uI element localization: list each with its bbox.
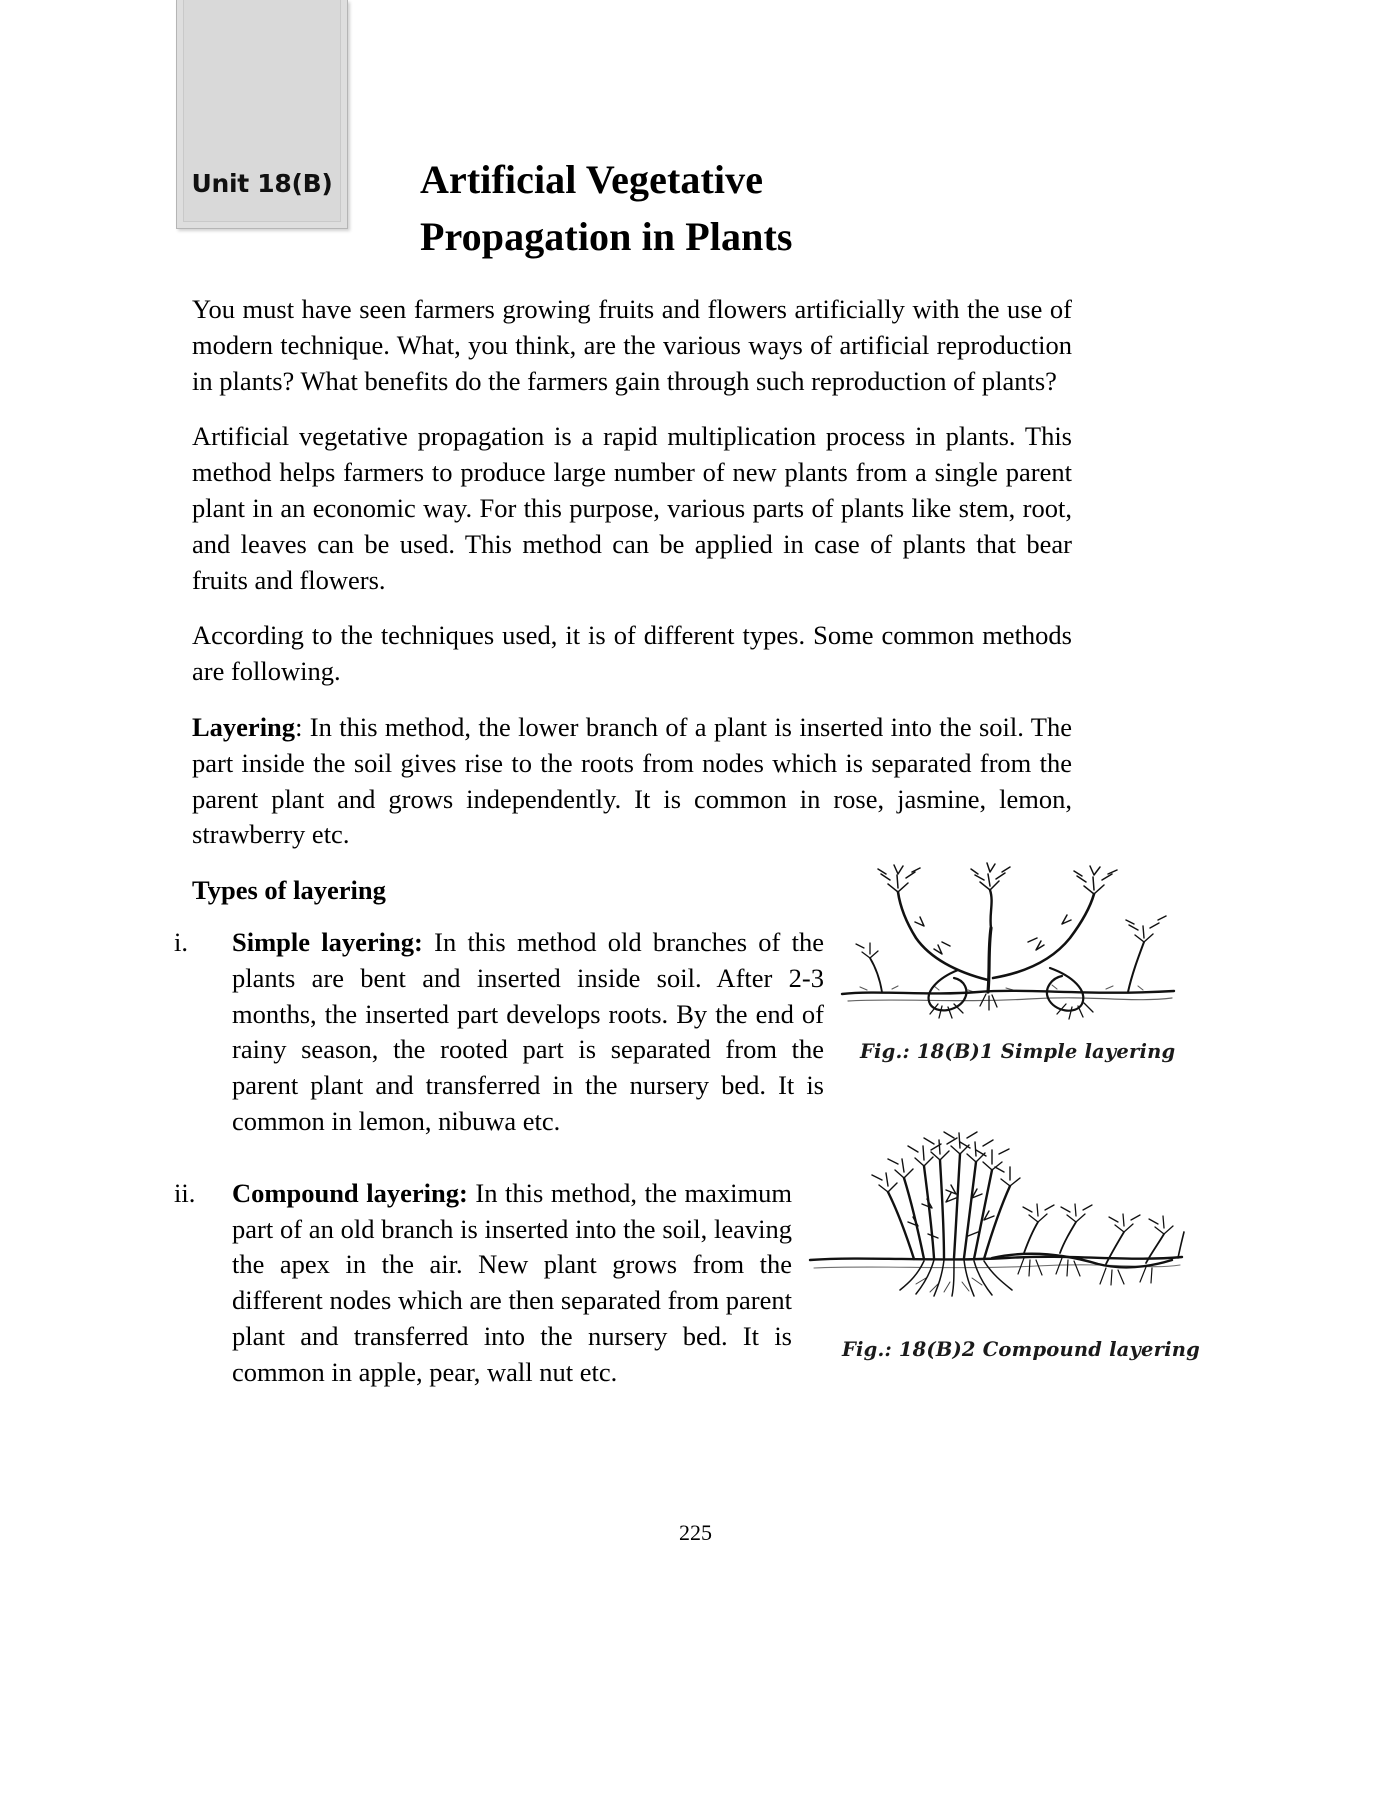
page-header [0,0,1391,259]
list-item-body [232,925,824,1140]
list-item-label: Compound layering: [232,1177,468,1208]
paragraph-definition: Artificial vegetative propagation is a rapid multiplication process in plants. This method helps farmers to produce large number of new plants from a single parent plant in an economic way. For this purpose, various parts of plants like stem, root, and leaves can be used. This method can be applied in case of plants that bear fruits and flowers. [192,421,1072,595]
layering-term: Layering [192,711,296,742]
unit-badge-label: Unit 18(B) [191,169,333,198]
paragraph-intro: You must have seen farmers growing fruits and flowers artificially with the use of modern technique. What, you think, are the various ways of artificial reproduction in plants? What benefits do the farmers gain through such reproduction of plants? [192,294,1072,396]
figure-simple-layering [838,862,1178,1063]
unit-badge [176,0,348,229]
figure-compound-layering [806,1098,1200,1361]
paragraph-types-intro: According to the techniques used, it is of different types. Some common methods are following. [192,620,1072,687]
list-item-text: In this method, the maximum part of an old branch is inserted into the soil, leaving the apex in the air. New plant grows from the different nodes which are then separated from parent plant and transferred into the nursery bed. It is common in apple, pear, wall nut etc. [232,1177,793,1387]
list-item-label: Simple layering: [232,926,423,957]
list-item-text: In this method old branches of the plants are bent and inserted inside soil. After 2-3 months, the inserted part develops roots. By the end of rainy season, the rooted part is separated from the parent plant and transferred in the nursery bed. It is common in lemon, nibuwa etc. [232,926,824,1136]
simple-layering-illustration [838,862,1178,1034]
compound-layering-illustration [806,1098,1186,1298]
figure-caption: Fig.: 18(B)2 Compound layering [842,1338,1200,1361]
figure-caption: Fig.: 18(B)1 Simple layering [860,1040,1176,1063]
page-number: 225 [679,1520,712,1545]
paragraph-layering [192,710,1072,853]
list-item-body [232,1176,792,1391]
list-item-marker: ii. [174,1177,196,1208]
layering-description: : In this method, the lower branch of a plant is inserted into the soil. The part inside the soil gives rise to the roots from nodes which is separated from the parent plant and grows independently. It is common in rose, jasmine, lemon, strawberry etc. [192,711,1072,850]
types-of-layering-heading: Types of layering [192,875,386,906]
list-item-marker: i. [174,926,188,957]
page-title-line-1: Artificial Vegetative [420,156,764,202]
page-title-line-2: Propagation in Plants [420,213,793,259]
page-title [420,152,1120,266]
